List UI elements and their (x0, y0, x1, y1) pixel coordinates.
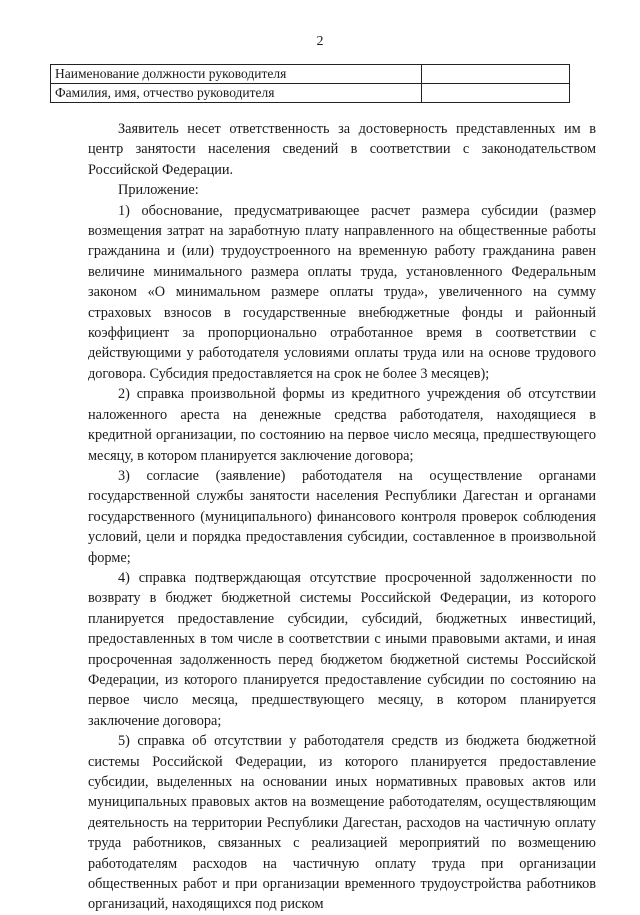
manager-info-table (50, 64, 570, 103)
table-row (51, 84, 570, 103)
appendix-item-4: 4) справка подтверждающая отсутствие просроченной задолженности по возврату в бюджет бюджетной системы Российской Федерации, из которого планируется предоставление субсидии, субсидий, бюджетных инвестиций, предоставленных в том числе в соответствии с иными правовыми актами, и иная просроченная задолженность перед бюджетом бюджетной системы Российской Федерации, из которого планируется предоставление субсидии по состоянию на первое число месяца, предшествующего месяцу, в котором планируется заключение договора; (88, 569, 596, 729)
table-row (51, 65, 570, 84)
appendix-item-1: 1) обоснование, предусматривающее расчет размера субсидии (размер возмещения затрат на заработную плату направленного на общественные работы гражданина и (или) трудоустроенного на временную работу гражданина равен величине минимального размера оплаты труда, установленного Федеральным законом «О минимальном размере оплаты труда», увеличенного на сумму страховых взносов в государственные внебюджетные фонды и районный коэффициент за пропорционально отработанное время в соответствии с действующими у работодателя условиями оплаты труда или на основе трудового договора. Субсидия предоставляется на срок не более 3 месяцев); (88, 202, 596, 382)
appendix-item-2: 2) справка произвольной формы из кредитного учреждения об отсутствии наложенного ареста на денежные средства работодателя, находящиеся в кредитной организации, по состоянию на первое число месяца, предшествующего месяцу, в котором планируется заключение договора; (88, 386, 596, 464)
manager-name-value (422, 84, 570, 103)
document-body (88, 119, 596, 915)
manager-position-label: Наименование должности руководителя (51, 65, 422, 84)
appendix-item-3: 3) согласие (заявление) работодателя на осуществление органами государственной службы занятости населения Республики Дагестан и органами государственного (муниципального) финансового контроля проверок соблюдения условий, цели и порядка предоставления субсидии, составленное в произвольной форме; (88, 467, 596, 566)
responsibility-paragraph: Заявитель несет ответственность за достоверность представленных им в центр занятости населения сведений в соответствии с законодательством Российской Федерации. (88, 121, 596, 178)
appendix-item-5: 5) справка об отсутствии у работодателя средств из бюджета бюджетной системы Российской Федерации, из которого планируется предоставление субсидии, выделенных на основании иных нормативных правовых актов или муниципальных правовых актов на возмещение работодателям, осуществляющим деятельность на территории Республики Дагестан, расходов на частичную оплату труда работников, связанных с реализацией мероприятий по возмещению работодателям расходов на частичную оплату труда при организации общественных работ и при организации временного трудоустройства работников организаций, находящихся под риском (88, 733, 596, 913)
manager-position-value (422, 65, 570, 84)
manager-name-label: Фамилия, имя, отчество руководителя (51, 84, 422, 103)
page-number: 2 (316, 34, 324, 49)
appendix-heading: Приложение: (118, 182, 199, 199)
